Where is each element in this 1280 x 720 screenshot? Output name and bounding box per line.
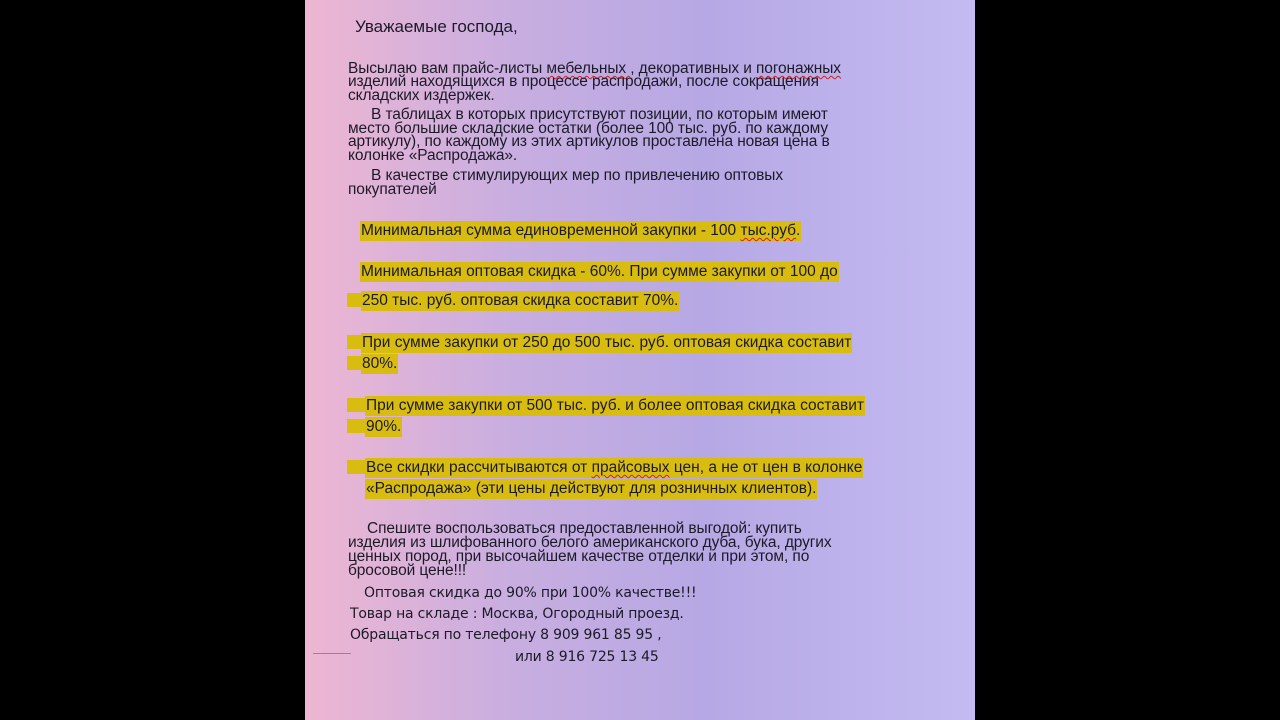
p2-line-2: место большие складские остатки (более 100 тыс. руб. по каждому xyxy=(348,120,829,137)
p4-line-4: бросовой цене!!! xyxy=(348,562,467,579)
p3-line-1: В качестве стимулирующих мер по привлечению оптовых xyxy=(371,167,783,184)
highlight-min-discount-1: Минимальная оптовая скидка - 60%. При сумме закупки от 100 до xyxy=(361,263,838,280)
greeting: Уважаемые господа, xyxy=(355,17,518,36)
highlight-all-discounts-1: Все скидки рассчитываются от прайсовых цен, а не от цен в колонке xyxy=(347,460,863,476)
highlight-min-discount-2: 250 тыс. руб. оптовая скидка составит 70%. xyxy=(347,293,679,309)
promo-phone-2: или 8 916 725 13 45 xyxy=(515,649,659,665)
highlight-min-sum: Минимальная сумма единовременной закупки - 100 тыс.руб. xyxy=(361,222,801,239)
p2-line-4: колонке «Распродажа». xyxy=(348,147,518,164)
highlight-90-2: 90%. xyxy=(347,419,402,435)
highlight-80-2: 80%. xyxy=(347,356,398,372)
p2-line-1: В таблицах в которых присутствуют позиции, по которым имеют xyxy=(371,106,828,123)
p1-line-3: складских издержек. xyxy=(348,87,495,104)
promo-discount: Оптовая скидка до 90% при 100% качестве!!! xyxy=(364,585,697,601)
p4-line-3: ценных пород, при высочайшем качестве отделки и при этом, по xyxy=(348,548,810,565)
p3-line-2: покупателей xyxy=(348,181,437,198)
misspelled-word: погонажных xyxy=(756,60,841,77)
highlight-all-discounts-2: «Распродажа» (эти цены действуют для розничных клиентов). xyxy=(366,480,817,497)
p4-line-1: Спешите воспользоваться предоставленной выгодой: купить xyxy=(367,520,802,537)
p1-line-1: Высылаю вам прайс-листы мебельных , декоративных и погонажных xyxy=(348,60,841,77)
p1-line-2: изделий находящихся в процессе распродажи, после сокращения xyxy=(348,73,819,90)
misspelled-word: прайсовых xyxy=(591,459,670,476)
divider-line xyxy=(313,653,351,654)
promo-phone-1: Обращаться по телефону 8 909 961 85 95 , xyxy=(350,627,662,643)
highlight-90-1: При сумме закупки от 500 тыс. руб. и более оптовая скидка составит xyxy=(347,398,865,414)
document-page xyxy=(305,0,975,720)
promo-warehouse: Товар на складе : Москва, Огородный проезд. xyxy=(350,606,684,622)
p4-line-2: изделия из шлифованного белого американского дуба, бука, других xyxy=(348,534,832,551)
highlight-80-1: При сумме закупки от 250 до 500 тыс. руб. оптовая скидка составит xyxy=(347,335,852,351)
misspelled-word: тыс.руб xyxy=(740,222,797,239)
p2-line-3: артикулу), по каждому из этих артикулов проставлена новая цена в xyxy=(348,133,830,150)
misspelled-word: мебельных xyxy=(546,60,631,77)
